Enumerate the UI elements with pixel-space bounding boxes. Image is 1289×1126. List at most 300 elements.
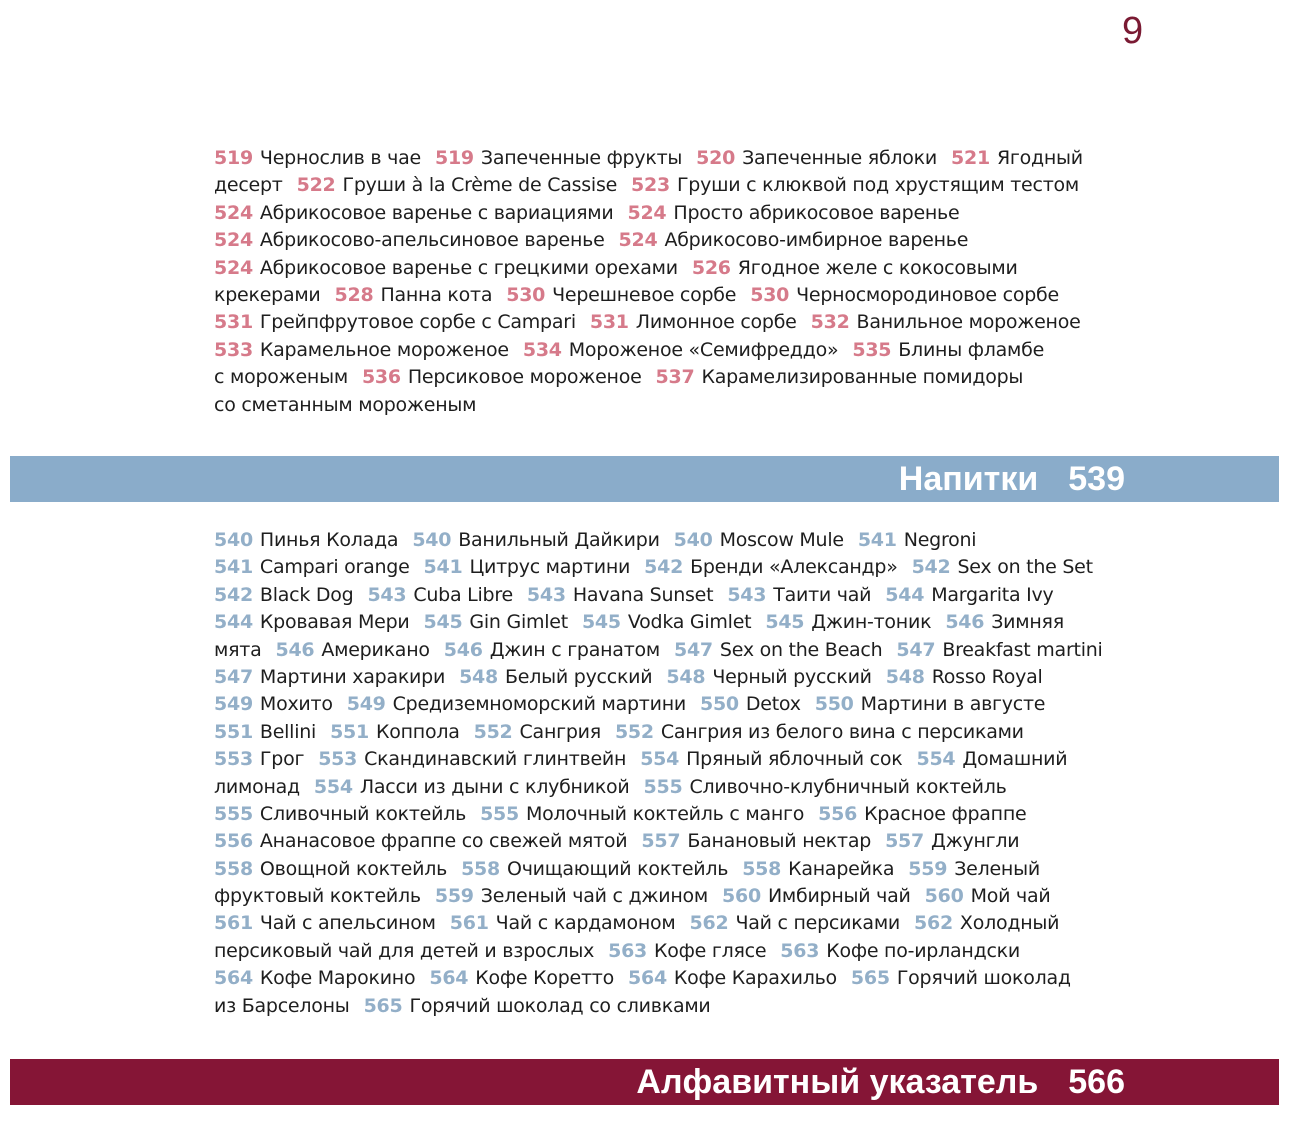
toc-page-number: 536 [361, 366, 401, 389]
toc-entry[interactable] [815, 693, 1046, 715]
toc-page-number: 526 [691, 256, 731, 279]
toc-entry[interactable] [506, 284, 736, 306]
toc-entry[interactable] [951, 147, 1083, 169]
toc-entry-title: Sex on the Beach [719, 638, 883, 661]
toc-entry[interactable] [459, 666, 652, 688]
toc-entry-title: крекерами [214, 283, 321, 306]
toc-page-number: 544 [885, 583, 925, 606]
toc-page-number: 548 [459, 665, 498, 688]
toc-line [214, 200, 1134, 227]
toc-page-number: 556 [818, 802, 858, 825]
toc-entry[interactable] [690, 912, 900, 934]
toc-entry-title: Breakfast martini [942, 638, 1103, 661]
toc-page-number: 544 [214, 611, 253, 634]
toc-entry[interactable] [424, 611, 568, 633]
toc-entry[interactable] [628, 967, 837, 989]
toc-entry[interactable] [908, 858, 1040, 880]
toc-entry-title: Цитрус мартини [469, 556, 631, 579]
toc-entry-title: Negroni [903, 529, 977, 551]
toc-line [214, 801, 1134, 828]
toc-page-number: 555 [480, 802, 519, 825]
toc-page-number: 554 [313, 775, 353, 798]
toc-entry[interactable] [631, 174, 1079, 196]
toc-page-number: 561 [449, 912, 489, 935]
toc-page-number: 537 [655, 366, 695, 389]
toc-entry[interactable] [335, 284, 493, 306]
toc-entry-title: Чай с персиками [735, 912, 900, 935]
toc-entry-title: Белый русский [505, 665, 653, 688]
toc-entry[interactable] [314, 776, 630, 798]
toc-line [214, 255, 1134, 282]
toc-entry[interactable] [435, 885, 708, 907]
toc-page-number: 563 [608, 939, 648, 962]
toc-page-number: 528 [334, 283, 374, 306]
toc-entry-title: Красное фраппе [864, 802, 1027, 825]
toc-entry[interactable] [214, 830, 627, 852]
toc-entry[interactable] [450, 912, 676, 934]
toc-page-number: 558 [461, 857, 500, 880]
toc-entry-title: Домашний [962, 748, 1068, 771]
toc-line [214, 965, 1134, 992]
toc-entry[interactable] [461, 858, 728, 880]
toc-entry-title: Havana Sunset [572, 583, 714, 606]
section-title: Алфавитный указатель [636, 1063, 1039, 1101]
toc-entry-title: десерт [214, 174, 283, 197]
toc-entry[interactable] [523, 339, 839, 361]
toc-page-number: 546 [275, 638, 315, 661]
toc-entry-title: Коппола [375, 720, 460, 743]
toc-page-number: 548 [666, 665, 706, 688]
toc-entry[interactable] [666, 666, 871, 688]
toc-entry[interactable] [214, 584, 353, 606]
toc-line [214, 364, 1134, 391]
toc-entry[interactable] [818, 803, 1026, 825]
toc-entry[interactable] [674, 639, 882, 661]
toc-entry[interactable] [214, 885, 421, 907]
toc-entry-title: Джунгли [930, 830, 1020, 853]
toc-entry[interactable] [424, 556, 631, 578]
toc-page-number: 545 [581, 611, 621, 634]
toc-line [214, 938, 1134, 965]
toc-page-number: 545 [765, 611, 805, 634]
toc-entry[interactable] [851, 967, 1071, 989]
toc-entry-title: Ванильное мороженое [856, 311, 1081, 334]
toc-entry-title: Карамельное мороженое [259, 338, 509, 361]
toc-entry-title: Черный русский [712, 665, 872, 688]
toc-page-number: 524 [618, 229, 658, 252]
toc-page-number: 563 [780, 939, 820, 962]
toc-page-number: 534 [522, 338, 562, 361]
toc-page-number: 554 [640, 748, 680, 771]
toc-entry-title: лимонад [214, 775, 300, 798]
toc-entry[interactable] [429, 967, 614, 989]
toc-entry-title: Канарейка [788, 857, 895, 880]
toc-entry-title: Запеченные фрукты [480, 147, 683, 169]
toc-entry[interactable] [214, 174, 283, 196]
toc-entry-title: Грейпфрутовое сорбе с Campari [259, 311, 576, 334]
toc-page-number: 546 [945, 611, 985, 634]
toc-entry-title: из Барселоны [214, 994, 350, 1017]
toc-page-number: 560 [924, 885, 964, 908]
toc-entry-title: Таити чай [773, 583, 872, 606]
toc-entry-title: Чернослив в чае [259, 147, 421, 169]
toc-line [214, 582, 1134, 609]
toc-entry-title: Горячий шоколад со сливками [409, 994, 711, 1017]
toc-page-number: 552 [614, 720, 654, 743]
toc-page-number: 545 [423, 611, 463, 634]
toc-entry[interactable] [214, 940, 594, 962]
toc-entry[interactable] [896, 639, 1102, 661]
toc-line [214, 691, 1134, 718]
toc-page-number: 531 [589, 311, 629, 334]
toc-entry-title: Пряный яблочный сок [686, 748, 903, 771]
toc-entry-title: Сангрия из белого вина с персиками [660, 720, 1024, 743]
toc-entry[interactable] [214, 229, 605, 251]
toc-entry-title: Кофе Коретто [475, 967, 614, 990]
toc-entry-title: Овощной коктейль [259, 857, 448, 880]
toc-entry-title: Карамелизированные помидоры [701, 366, 1024, 389]
toc-entry[interactable] [765, 611, 931, 633]
toc-line [214, 309, 1134, 336]
toc-entry[interactable] [214, 366, 348, 388]
toc-entry-title: Зимняя [991, 611, 1064, 634]
toc-entry-title: Средиземноморский мартини [392, 693, 686, 716]
toc-entry[interactable] [527, 584, 713, 606]
toc-page-number: 552 [473, 720, 513, 743]
toc-entry-title: Зеленый чай с джином [480, 885, 709, 908]
toc-entry[interactable] [590, 311, 797, 333]
toc-entry[interactable] [727, 584, 871, 606]
toc-entry-title: Очищающий коктейль [506, 857, 729, 880]
toc-entry[interactable] [886, 666, 1043, 688]
toc-entry-title: Скандинавский глинтвейн [364, 748, 627, 771]
toc-page-number: 524 [214, 229, 253, 252]
toc-line [214, 828, 1134, 855]
toc-entry-title: Сливочно-клубничный коктейль [689, 775, 1007, 798]
toc-page-number: 520 [696, 147, 736, 169]
toc-entry-title: Rosso Royal [931, 665, 1043, 688]
toc-entry-title: персиковый чай для детей и взрослых [214, 939, 595, 962]
toc-entry[interactable] [297, 174, 617, 196]
section-banner-title [899, 456, 1125, 502]
toc-entry[interactable] [214, 803, 466, 825]
toc-entry-title: мята [214, 638, 262, 661]
toc-entry-title: Черносмородиновое сорбе [796, 283, 1059, 306]
toc-page-number: 541 [423, 556, 463, 579]
toc-entry[interactable] [362, 366, 642, 388]
toc-entry[interactable] [330, 721, 460, 743]
toc-page-number: 524 [214, 201, 253, 224]
toc-entry[interactable] [912, 556, 1093, 578]
toc-page-number: 548 [885, 665, 925, 688]
toc-entry[interactable] [641, 830, 871, 852]
toc-page-number: 551 [214, 720, 253, 743]
toc-entry-title: Груши с клюквой под хрустящим тестом [676, 174, 1079, 197]
toc-page-number: 543 [526, 583, 566, 606]
toc-entry-title: Черешневое сорбе [552, 283, 737, 306]
section-banner-index[interactable] [10, 1059, 1279, 1105]
toc-line [214, 719, 1134, 746]
toc-page-number: 565 [363, 994, 403, 1017]
toc-entry-title: со сметанным мороженым [214, 393, 477, 416]
toc-page-number: 523 [631, 174, 670, 197]
toc-entry[interactable] [214, 858, 447, 880]
toc-entry[interactable] [214, 257, 678, 279]
toc-entry-title: Cuba Libre [413, 583, 513, 606]
section-banner-drinks[interactable] [10, 456, 1279, 502]
toc-entry[interactable] [214, 284, 321, 306]
toc-entry[interactable] [656, 366, 1024, 388]
toc-page-number: 547 [896, 638, 936, 661]
toc-entry[interactable] [474, 721, 601, 743]
toc-entry-title: Абрикосово-имбирное варенье [664, 229, 969, 252]
toc-page-number: 530 [750, 283, 790, 306]
toc-page-number: 546 [443, 638, 483, 661]
toc-entry[interactable] [480, 803, 804, 825]
toc-entry[interactable] [780, 940, 1020, 962]
toc-page-number: 554 [916, 748, 956, 771]
toc-page-number: 524 [214, 256, 253, 279]
toc-page-number: 564 [429, 967, 469, 990]
toc-entry[interactable] [916, 748, 1067, 770]
toc-entry[interactable] [696, 147, 937, 169]
toc-line [214, 774, 1134, 801]
toc-entry-title: Detox [745, 693, 801, 716]
toc-line [214, 637, 1134, 664]
toc-page-number: 521 [951, 147, 990, 169]
toc-page-number: 541 [214, 556, 253, 579]
toc-entry[interactable] [214, 748, 304, 770]
toc-page-number: 532 [810, 311, 850, 334]
toc-entry-title: Горячий шоколад [896, 967, 1071, 990]
section-banner-title [636, 1059, 1125, 1105]
toc-entry-title: Пинья Колада [259, 529, 399, 551]
toc-line [214, 883, 1134, 910]
toc-entry-title: Груши à la Crème de Cassise [342, 174, 618, 197]
toc-page-number: 553 [318, 748, 358, 771]
toc-page-number: 540 [412, 529, 452, 551]
toc-entry[interactable] [214, 721, 316, 743]
toc-entry[interactable] [214, 394, 476, 416]
toc-entry[interactable] [214, 311, 576, 333]
toc-entry[interactable] [644, 776, 1007, 798]
toc-entry[interactable] [811, 311, 1081, 333]
toc-page-number: 531 [214, 311, 253, 334]
toc-page-number: 555 [214, 802, 253, 825]
toc-entry-title: Мартини в августе [860, 693, 1046, 716]
toc-entry-title: Ягодный [996, 147, 1083, 169]
toc-page-number: 530 [506, 283, 546, 306]
toc-entry[interactable] [214, 529, 398, 551]
toc-entry-title: Ласси из дыни с клубникой [359, 775, 630, 798]
toc-entry-title: Джин с гранатом [489, 638, 660, 661]
toc-entry[interactable] [214, 202, 613, 224]
toc-page-number: 543 [367, 583, 407, 606]
toc-line [214, 172, 1134, 199]
toc-page-number: 561 [214, 912, 253, 935]
toc-entry-title: Зеленый [954, 857, 1040, 880]
toc-entry[interactable] [700, 693, 801, 715]
toc-entry-title: Джин-тоник [811, 611, 932, 634]
toc-page-number: 553 [214, 748, 253, 771]
toc-entry[interactable] [214, 611, 410, 633]
toc-entry-title: Бренди «Александр» [690, 556, 898, 579]
toc-entry[interactable] [914, 912, 1059, 934]
toc-entry-title: Персиковое мороженое [407, 366, 642, 389]
toc-line [214, 609, 1134, 636]
toc-entry[interactable] [214, 556, 410, 578]
toc-line [214, 746, 1134, 773]
toc-entry-title: Чай с апельсином [259, 912, 436, 935]
toc-page-number: 551 [330, 720, 369, 743]
toc-entry-title: Просто абрикосовое варенье [673, 201, 960, 224]
toc-page-number: 558 [214, 857, 253, 880]
toc-entry[interactable] [692, 257, 1018, 279]
toc-entry[interactable] [627, 202, 959, 224]
toc-line [214, 337, 1134, 364]
toc-entry[interactable] [347, 693, 686, 715]
toc-entry-title: Кофе Карахильо [673, 967, 837, 990]
toc-page-number: 519 [434, 147, 474, 169]
toc-page-number: 559 [434, 885, 474, 908]
toc-entry[interactable] [582, 611, 751, 633]
toc-entry-title: фруктовый коктейль [214, 885, 421, 908]
toc-entry-title: Margarita Ivy [931, 583, 1054, 606]
page-number: 9 [1122, 10, 1144, 52]
toc-entry[interactable] [750, 284, 1059, 306]
toc-entry-title: Кофе Марокино [259, 967, 416, 990]
toc-entry[interactable] [214, 147, 421, 169]
toc-entry-title: Кофе глясе [654, 939, 767, 962]
toc-entry-title: Сангрия [519, 720, 601, 743]
toc-entry-title: Ягодное желе с кокосовыми [737, 256, 1018, 279]
toc-entry-title: Ванильный Дайкири [458, 529, 660, 551]
toc-page-number: 519 [214, 147, 253, 169]
toc-entry[interactable] [640, 748, 902, 770]
toc-entry-title: Банановый нектар [687, 830, 872, 853]
toc-entry-title: с мороженым [214, 366, 348, 389]
toc-line [214, 392, 1134, 419]
toc-page-number: 541 [857, 529, 897, 551]
toc-entry[interactable] [214, 693, 333, 715]
toc-entry-title: Vodka Gimlet [627, 611, 752, 634]
toc-entry-title: Sex on the Set [957, 556, 1093, 579]
toc-page-number: 543 [727, 583, 767, 606]
toc-line [214, 664, 1134, 691]
toc-entry[interactable] [318, 748, 626, 770]
toc-entry-title: Ананасовое фраппе со свежей мятой [259, 830, 628, 853]
toc-entry-title: Чай с кардамоном [495, 912, 676, 935]
toc-entry[interactable] [364, 995, 711, 1017]
toc-entry[interactable] [644, 556, 897, 578]
toc-entry[interactable] [858, 529, 976, 551]
toc-entry[interactable] [674, 529, 844, 551]
toc-entry[interactable] [275, 639, 429, 661]
toc-entry[interactable] [885, 830, 1019, 852]
section-title: Напитки [898, 460, 1039, 498]
toc-entry[interactable] [885, 584, 1053, 606]
toc-entry[interactable] [214, 912, 436, 934]
toc-page-number: 549 [346, 693, 386, 716]
toc-entry[interactable] [615, 721, 1024, 743]
toc-entry-title: Bellini [259, 720, 317, 743]
toc-entry-title: Грог [259, 748, 305, 771]
toc-entry-title: Black Dog [259, 583, 354, 606]
toc-line [214, 282, 1134, 309]
toc-entry[interactable] [945, 611, 1064, 633]
toc-entry[interactable] [214, 995, 350, 1017]
toc-entry-title: Блины фламбе [898, 338, 1045, 361]
toc-entry-title: Молочный коктейль с манго [526, 802, 805, 825]
toc-entry-title: Имбирный чай [767, 885, 911, 908]
toc-page-number: 557 [885, 830, 924, 853]
desserts-toc-list [214, 145, 1134, 419]
toc-entry[interactable] [608, 940, 766, 962]
toc-page-number: 565 [850, 967, 890, 990]
toc-entry-title: Американо [321, 638, 430, 661]
toc-line [214, 993, 1134, 1020]
section-page-number: 566 [1068, 1063, 1125, 1101]
toc-page-number: 562 [689, 912, 729, 935]
toc-entry-title: Сливочный коктейль [259, 802, 467, 825]
toc-page-number: 533 [214, 338, 253, 361]
toc-entry-title: Кофе по-ирландски [826, 939, 1020, 962]
toc-entry-title: Кровавая Мери [259, 611, 410, 634]
toc-entry[interactable] [722, 885, 911, 907]
toc-entry[interactable] [214, 639, 261, 661]
toc-page-number: 535 [852, 338, 892, 361]
toc-entry[interactable] [367, 584, 512, 606]
toc-entry[interactable] [214, 666, 445, 688]
toc-entry-title: Мой чай [970, 885, 1051, 908]
toc-entry[interactable] [925, 885, 1051, 907]
toc-entry[interactable] [444, 639, 660, 661]
toc-entry[interactable] [619, 229, 969, 251]
toc-entry[interactable] [214, 339, 509, 361]
toc-entry-title: Лимонное сорбе [635, 311, 797, 334]
toc-page-number: 550 [814, 693, 854, 716]
toc-page-number: 547 [673, 638, 713, 661]
toc-entry-title: Campari orange [259, 556, 410, 579]
toc-entry[interactable] [742, 858, 894, 880]
toc-line [214, 856, 1134, 883]
toc-page-number: 540 [673, 529, 713, 551]
toc-page-number: 555 [643, 775, 683, 798]
toc-page-number: 559 [908, 857, 948, 880]
toc-page-number: 522 [296, 174, 336, 197]
toc-page-number: 564 [214, 967, 253, 990]
toc-page-number: 540 [214, 529, 253, 551]
toc-entry-title: Абрикосовое варенье с вариациями [259, 201, 614, 224]
toc-page-number: 547 [214, 665, 253, 688]
toc-entry[interactable] [214, 967, 415, 989]
toc-entry[interactable] [852, 339, 1044, 361]
toc-entry-title: Холодный [959, 912, 1060, 935]
toc-entry-title: Абрикосовое варенье с грецкими орехами [259, 256, 678, 279]
toc-entry-title: Gin Gimlet [469, 611, 568, 634]
toc-entry[interactable] [412, 529, 659, 551]
toc-page-number: 524 [627, 201, 667, 224]
toc-entry[interactable] [214, 776, 300, 798]
toc-entry-title: Панна кота [380, 283, 493, 306]
toc-page-number: 564 [628, 967, 667, 990]
toc-page-number: 542 [214, 583, 253, 606]
toc-page-number: 557 [641, 830, 681, 853]
toc-entry[interactable] [435, 147, 682, 169]
toc-page-number: 542 [911, 556, 951, 579]
drinks-toc-list [214, 527, 1134, 1020]
toc-page-number: 560 [722, 885, 761, 908]
